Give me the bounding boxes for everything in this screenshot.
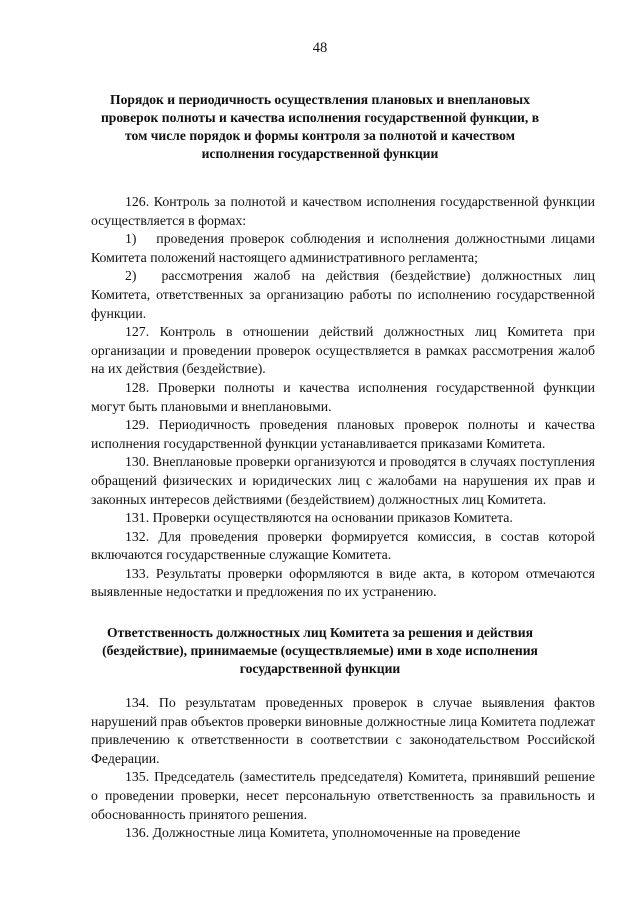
paragraph-126: 126. Контроль за полнотой и качеством исполнения государственной функции осуществляется в формах: [91,194,595,228]
paragraph-131: 131. Проверки осуществляются на основании приказов Комитета. [125,510,513,526]
section-heading-responsibility: Ответственность должностных лиц Комитета за решения и действия (бездействие), принимаемые (осуществляемые) ими в ходе исполнения государственной функции [102,625,538,676]
paragraph-135: 135. Председатель (заместитель председателя) Комитета, принявший решение о проведении проверки, несет персональную ответственность за правильность и обоснованность принятого решения. [91,769,595,822]
paragraph-126-item-2: 2) рассмотрения жалоб на действия (бездействие) должностных лиц Комитета, ответственных за организацию работы по исполнению государственной функции. [91,268,595,321]
paragraph-132: 132. Для проведения проверки формируется комиссия, в состав которой включаются государственные служащие Комитета. [91,528,595,563]
paragraph-136: 136. Должностные лица Комитета, уполномоченные на проведение [125,825,521,841]
paragraph-128: 128. Проверки полноты и качества исполнения государственной функции могут быть плановыми и внеплановыми. [91,379,595,414]
paragraph-134: 134. По результатам проведенных проверок в случае выявления фактов нарушений прав объектов проверки виновные должностные лица Комитета подлежат привлечению к ответственности в соответствии с законодательством Российской Федерации. [91,695,595,766]
section-heading-control: Порядок и периодичность осуществления плановых и внеплановых проверок полноты и качества исполнения государственной функции, в том числе порядок и формы контроля за полнотой и качеством исполнения государственной функции [100,92,540,161]
section-body-control [91,193,595,602]
paragraph-127: 127. Контроль в отношении действий должностных лиц Комитета при организации и проведении проверок осуществляется в рамках рассмотрения жалоб на их действия (бездействие). [91,324,595,377]
paragraph-129: 129. Периодичность проведения плановых проверок полноты и качества исполнения государственной функции устанавливается приказами Комитета. [91,417,595,451]
paragraph-126-item-1: 1) проведения проверок соблюдения и исполнения должностными лицами Комитета положений настоящего административного регламента; [91,231,595,265]
paragraph-130: 130. Внеплановые проверки организуются и проводятся в случаях поступления обращений физических и юридических лиц с жалобами на нарушения их прав и законных интересов действиями (бездействием) должностных лиц Комитета. [91,454,595,507]
page-number: 48 [312,40,328,56]
paragraph-133: 133. Результаты проверки оформляются в виде акта, в котором отмечаются выявленные недостатки и предложения по их устранению. [91,565,595,600]
section-body-responsibility [91,694,595,843]
